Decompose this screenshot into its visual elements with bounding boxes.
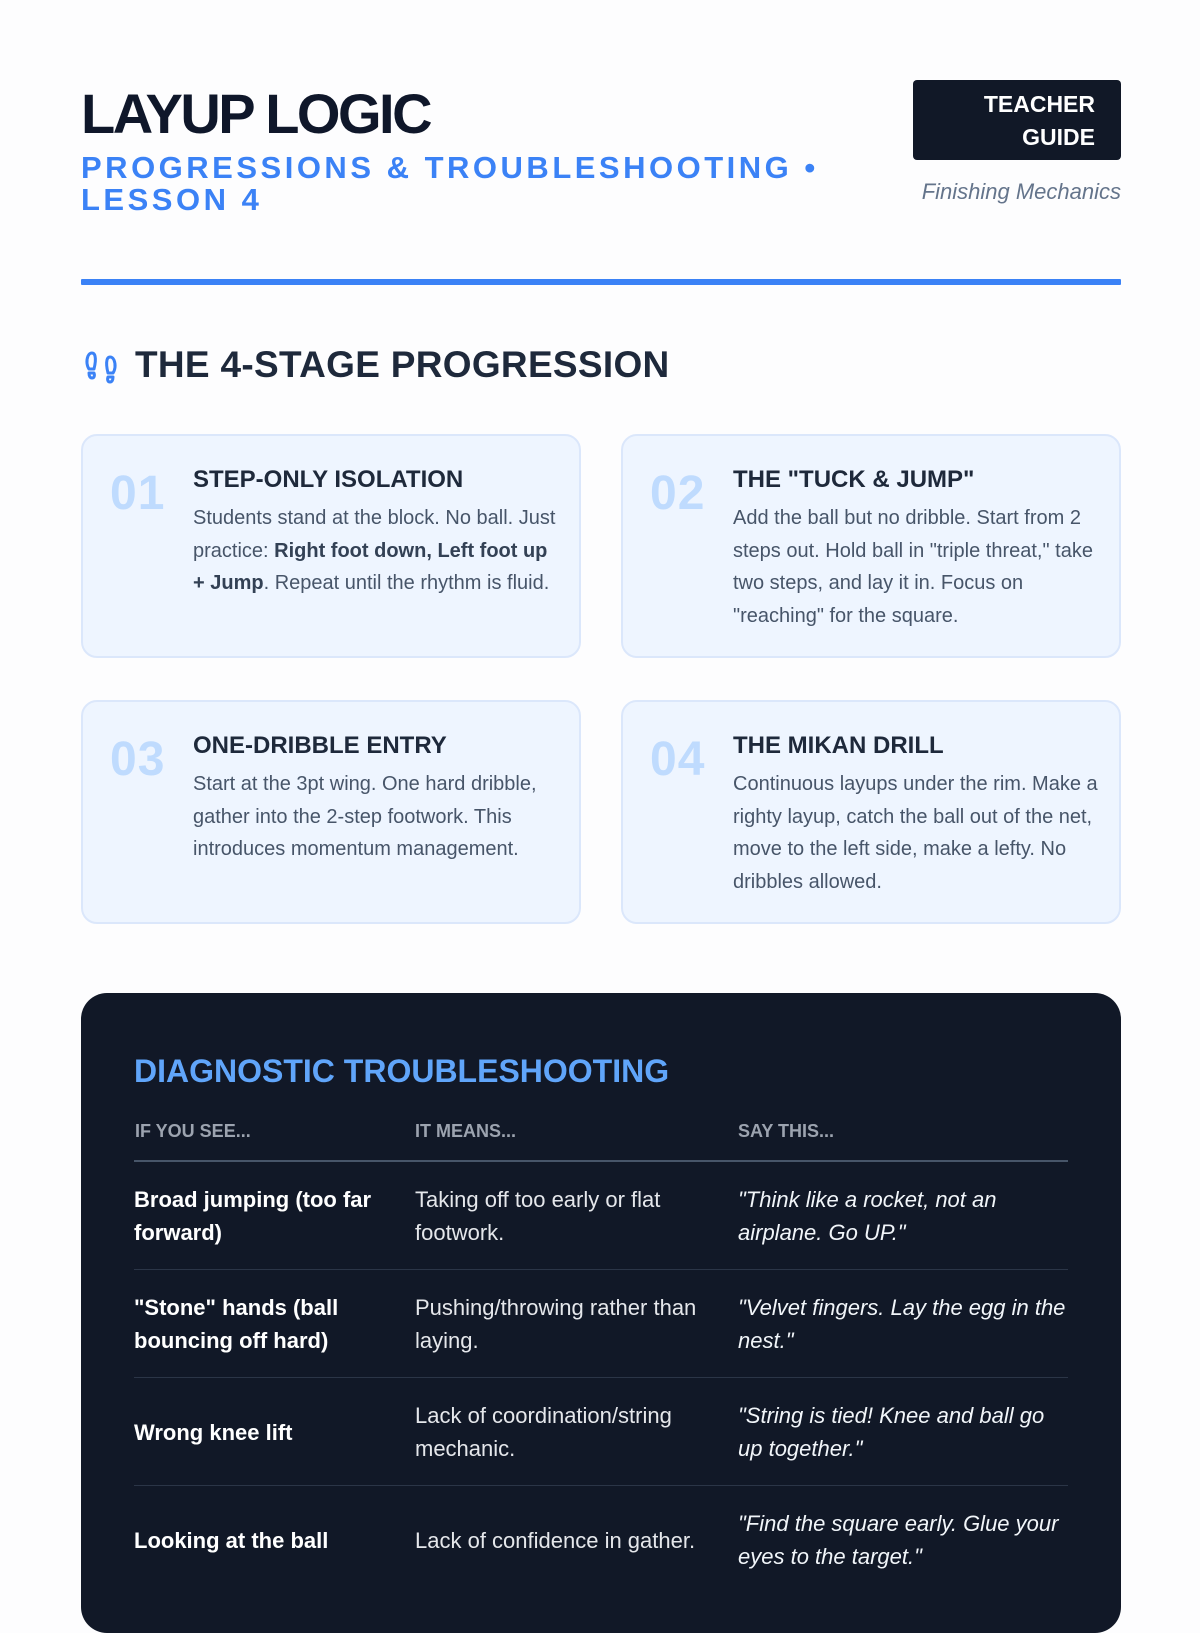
desc-text: Students stand at the block. No ball. Just practice: — [193, 507, 556, 562]
teacher-guide-badge: TEACHER GUIDE — [913, 80, 1121, 160]
stage-number: 04 — [650, 733, 706, 786]
stage-title: THE "TUCK & JUMP" — [733, 466, 975, 493]
cell-say: "Think like a rocket, not an airplane. Go UP." — [738, 1187, 997, 1245]
page-title: LAYUP LOGIC — [81, 82, 431, 145]
cell-see: Broad jumping (too far forward) — [134, 1187, 372, 1245]
desc-bold-text: Right foot down, Left foot up + Jump — [193, 539, 548, 594]
cell-say: "String is tied! Knee and ball go up together." — [738, 1403, 1045, 1461]
troubleshooting-panel — [81, 993, 1121, 1633]
header — [81, 0, 1121, 290]
page-subtitle: PROGRESSIONS & TROUBLESHOOTING • LESSON 4 — [81, 150, 819, 217]
stage-description: Continuous layups under the rim. Make a righty layup, catch the ball out of the net, move to the left side, make a lefty. No dribbles allowed. — [733, 773, 1098, 893]
table-row — [134, 1378, 1068, 1486]
stage-title: STEP-ONLY ISOLATION — [193, 466, 464, 493]
stage-number: 01 — [110, 467, 166, 520]
desc-text: . Repeat until the rhythm is fluid. — [263, 572, 550, 594]
stage-description — [193, 502, 563, 600]
stage-number: 03 — [110, 733, 166, 786]
stage-title: ONE-DRIBBLE ENTRY — [193, 732, 447, 759]
stage-card-03 — [81, 700, 581, 924]
column-header-say: SAY THIS... — [738, 1121, 835, 1141]
column-header-means: IT MEANS... — [415, 1121, 517, 1141]
cell-say: "Velvet fingers. Lay the egg in the nest." — [738, 1295, 1066, 1353]
cell-means: Taking off too early or flat footwork. — [415, 1187, 661, 1245]
stage-card-01 — [81, 434, 581, 658]
cell-see: Looking at the ball — [134, 1527, 329, 1553]
cell-see: "Stone" hands (ball bouncing off hard) — [134, 1295, 339, 1353]
section-title: THE 4-STAGE PROGRESSION — [135, 344, 670, 385]
cell-means: Lack of coordination/string mechanic. — [415, 1403, 672, 1461]
header-divider — [81, 279, 1121, 285]
cell-means: Lack of confidence in gather. — [415, 1527, 696, 1553]
badge-subtitle: Finishing Mechanics — [921, 179, 1121, 204]
footprints-icon — [81, 345, 121, 385]
stage-description: Add the ball but no dribble. Start from 2 steps out. Hold ball in "triple threat," take two steps, and lay it in. Focus on "reaching" for the square. — [733, 507, 1093, 627]
stage-number: 02 — [650, 467, 706, 520]
cell-means: Pushing/throwing rather than laying. — [415, 1295, 697, 1353]
page — [81, 0, 1121, 1569]
table-row — [134, 1270, 1068, 1378]
table-row — [134, 1486, 1068, 1594]
stage-description: Start at the 3pt wing. One hard dribble, gather into the 2-step footwork. This introduces momentum management. — [193, 773, 537, 860]
cell-see: Wrong knee lift — [134, 1419, 293, 1445]
column-header-see: IF YOU SEE... — [135, 1121, 251, 1141]
table-row — [134, 1162, 1068, 1270]
stage-title: THE MIKAN DRILL — [733, 732, 944, 759]
progression-heading — [81, 340, 670, 390]
stage-card-02 — [621, 434, 1121, 658]
stage-card-04 — [621, 700, 1121, 924]
troubleshooting-title: DIAGNOSTIC TROUBLESHOOTING — [134, 1053, 670, 1089]
cell-say: "Find the square early. Glue your eyes to the target." — [738, 1511, 1059, 1569]
